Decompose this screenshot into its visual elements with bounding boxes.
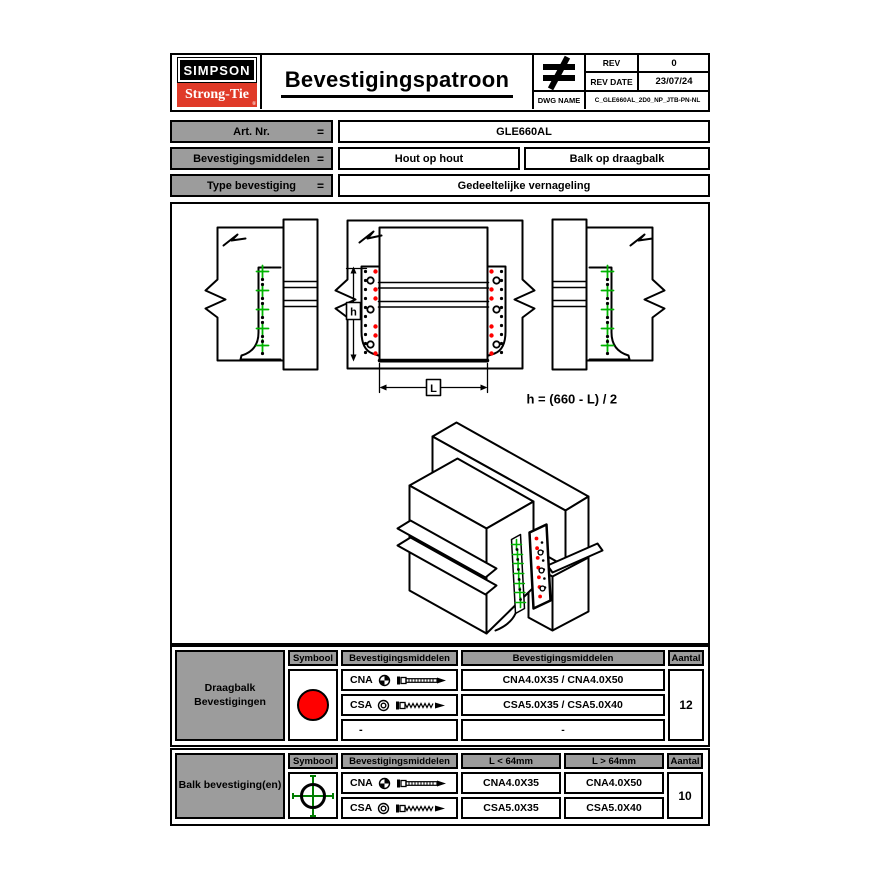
fastener-name: CSA (350, 802, 373, 814)
revision-table (532, 55, 707, 109)
fastener-spec-cell-empty: - (461, 719, 665, 741)
symbol-cell-balk (288, 772, 338, 819)
fastener-spec-l-small: CSA5.0X35 (461, 797, 561, 819)
logo-strongtie (177, 83, 257, 107)
dwg-name-label: DWG NAME (534, 92, 586, 109)
nail-icon (396, 777, 448, 790)
fastener-name-cell (341, 694, 458, 716)
green-crosshair-symbol-icon (290, 775, 336, 817)
title-block (170, 53, 710, 112)
logo-strongtie-text: Strong-Tie (184, 87, 250, 102)
header-bevestigingsmiddelen: Bevestigingsmiddelen (341, 753, 458, 769)
fastener-name: CNA (350, 674, 373, 686)
rev-date-value: 23/07/24 (639, 73, 709, 92)
rev-label: REV (586, 55, 639, 73)
spec-label-middelen (170, 147, 333, 170)
nail-icon (396, 674, 448, 687)
fastener-name: CSA (350, 699, 373, 711)
isometric-view (398, 423, 603, 634)
rev-date-label: REV DATE (586, 73, 639, 92)
front-view (336, 221, 535, 396)
spec-label-artnr (170, 120, 333, 143)
spec-value-artnr: GLE660AL (338, 120, 710, 143)
dim-l-label: L (430, 383, 437, 395)
csa-head-icon (377, 699, 390, 712)
drawing-area (170, 202, 710, 645)
registered-mark: ® (252, 102, 256, 107)
equals-sign: = (316, 124, 324, 139)
aantal-value-draagbalk: 12 (668, 669, 704, 741)
cna-head-icon (378, 777, 391, 790)
dwg-name-value: C_GLE660AL_2D0_NP_JTB-PN-NL (594, 97, 701, 104)
sheet-title (262, 55, 532, 109)
spec-value-hout-op-hout: Hout op hout (338, 147, 520, 170)
equals-sign: = (316, 151, 324, 166)
aantal-value-balk: 10 (667, 772, 703, 819)
break-symbol (360, 232, 382, 243)
drawing-sheet (170, 53, 710, 832)
red-circle-symbol-icon (297, 689, 329, 721)
csa-head-icon (377, 802, 390, 815)
rev-value: 0 (639, 55, 709, 73)
fastener-spec-l-small: CNA4.0X35 (461, 772, 561, 794)
simpson-strongtie-logo (174, 55, 262, 109)
fastener-spec-cell: CNA4.0X35 / CNA4.0X50 (461, 669, 665, 691)
right-side-view (553, 220, 665, 370)
draagbalk-fastener-table (170, 645, 710, 747)
table-row-label-draagbalk: Draagbalk Bevestigingen (175, 650, 285, 741)
header-bevestigingsmiddelen-2: Bevestigingsmiddelen (461, 650, 665, 666)
header-l-large: L > 64mm (564, 753, 664, 769)
fastener-name-cell (341, 669, 458, 691)
symbol-cell-draagbalk (288, 669, 338, 741)
spec-label-text: Art. Nr. (233, 125, 270, 138)
spec-value-balk-op-draagbalk: Balk op draagbalk (524, 147, 710, 170)
break-symbol (631, 235, 653, 246)
spec-row-type (170, 174, 710, 197)
balk-fastener-table (170, 748, 710, 826)
spec-label-text: Bevestigingsmiddelen (193, 152, 310, 165)
spec-row-middelen (170, 147, 710, 170)
fastener-spec-l-large: CNA4.0X50 (564, 772, 664, 794)
fastener-name-cell-empty: - (341, 719, 458, 741)
header-symbool: Symbool (288, 650, 338, 666)
projection-symbol-cell (534, 55, 586, 92)
screw-icon (395, 802, 447, 815)
left-side-view (206, 220, 318, 370)
dim-h-label: h (350, 306, 357, 319)
fastener-name: CNA (350, 777, 373, 789)
logo-simpson: SIMPSON (177, 57, 257, 83)
fastener-name-cell (341, 772, 458, 794)
technical-drawing (172, 204, 707, 642)
sheet-title-text: Bevestigingspatroon (281, 67, 514, 98)
not-equal-projection-icon (537, 56, 581, 90)
cna-head-icon (378, 674, 391, 687)
header-bevestigingsmiddelen: Bevestigingsmiddelen (341, 650, 458, 666)
fastener-spec-cell: CSA5.0X35 / CSA5.0X40 (461, 694, 665, 716)
spec-label-text: Type bevestiging (206, 179, 297, 192)
equals-sign: = (316, 178, 324, 193)
screw-icon (395, 699, 447, 712)
header-aantal: Aantal (667, 753, 703, 769)
break-symbol (224, 235, 246, 246)
spec-label-type (170, 174, 333, 197)
header-l-small: L < 64mm (461, 753, 561, 769)
spec-row-artnr (170, 120, 710, 143)
spec-value-type: Gedeeltelijke vernageling (338, 174, 710, 197)
fastener-spec-l-large: CSA5.0X40 (564, 797, 664, 819)
height-formula: h = (660 - L) / 2 (526, 391, 618, 407)
dimension-h (347, 267, 367, 362)
header-aantal: Aantal (668, 650, 704, 666)
table-row-label-balk: Balk bevestiging(en) (175, 753, 285, 819)
fastener-name-cell (341, 797, 458, 819)
header-symbool: Symbool (288, 753, 338, 769)
